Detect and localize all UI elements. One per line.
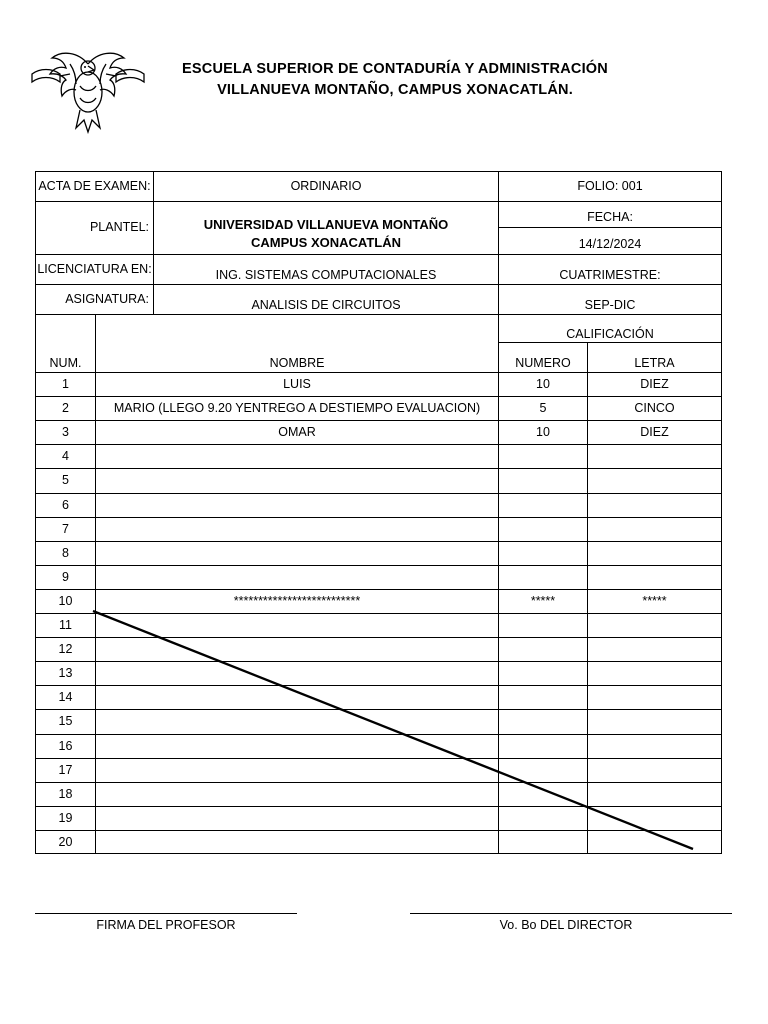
col-num-header: NUM. [49,356,82,370]
eagle-crest-logo [30,44,146,134]
cuatrimestre-label: CUATRIMESTRE: [559,268,661,282]
plantel-line2: CAMPUS XONACATLÁN [251,235,401,250]
grades-table [35,314,722,854]
row-num: 11 [59,618,72,632]
row-numero: 10 [536,425,550,439]
row-num: 8 [62,546,69,560]
row-num: 1 [62,377,69,391]
profesor-signature-line [35,913,297,914]
row-num: 12 [58,642,73,656]
asignatura-value: ANALISIS DE CIRCUITOS [251,298,401,312]
row-num: 18 [58,787,73,801]
row-letra: DIEZ [640,425,669,439]
fecha-value: 14/12/2024 [578,237,642,251]
acta-value: ORDINARIO [290,179,362,193]
plantel-line1: UNIVERSIDAD VILLANUEVA MONTAÑO [203,217,449,232]
acta-label: ACTA DE EXAMEN: [38,179,151,193]
cuatrimestre-value: SEP-DIC [584,298,636,312]
row-num: 16 [58,739,73,753]
row-num: 3 [62,425,69,439]
school-title: ESCUELA SUPERIOR DE CONTADURÍA Y ADMINISTRACIÓN [182,61,608,77]
director-signature-line [410,913,732,914]
row-numero: 10 [536,377,550,391]
col-letra-header: LETRA [634,356,675,370]
row-num: 20 [58,835,73,849]
licenciatura-label: LICENCIATURA EN: [37,262,152,276]
row-num: 4 [62,449,69,463]
row-num: 13 [58,666,73,680]
col-nombre-header: NOMBRE [269,356,325,370]
row-letra: CINCO [634,401,675,415]
row-nombre: LUIS [283,377,311,391]
director-signature-label: Vo. Bo DEL DIRECTOR [499,918,633,932]
row-nombre: MARIO (LLEGO 9.20 YENTREGO A DESTIEMPO EVALUACION) [113,401,481,415]
row-num: 15 [58,714,73,728]
row-num: 9 [62,570,69,584]
folio: FOLIO: 001 [577,179,643,193]
profesor-signature-label: FIRMA DEL PROFESOR [96,918,236,932]
row-nombre: ************************** [233,594,361,608]
campus-title: VILLANUEVA MONTAÑO, CAMPUS XONACATLÁN. [217,82,573,98]
row-num: 2 [62,401,69,415]
row-numero: ***** [530,594,556,608]
row-num: 14 [58,690,73,704]
row-letra: ***** [642,594,667,608]
plantel-label: PLANTEL: [89,220,149,234]
row-num: 19 [58,811,73,825]
row-num: 5 [62,473,69,487]
row-letra: DIEZ [640,377,669,391]
row-num: 10 [58,594,73,608]
licenciatura-value: ING. SISTEMAS COMPUTACIONALES [215,268,437,282]
fecha-label: FECHA: [587,210,633,224]
asignatura-label: ASIGNATURA: [65,292,149,306]
row-num: 7 [62,522,69,536]
row-num: 17 [58,763,73,777]
col-numero-header: NUMERO [515,356,571,370]
row-num: 6 [62,498,69,512]
row-numero: 5 [539,401,547,415]
row-nombre: OMAR [278,425,316,439]
calificacion-header: CALIFICACIÓN [566,327,654,341]
